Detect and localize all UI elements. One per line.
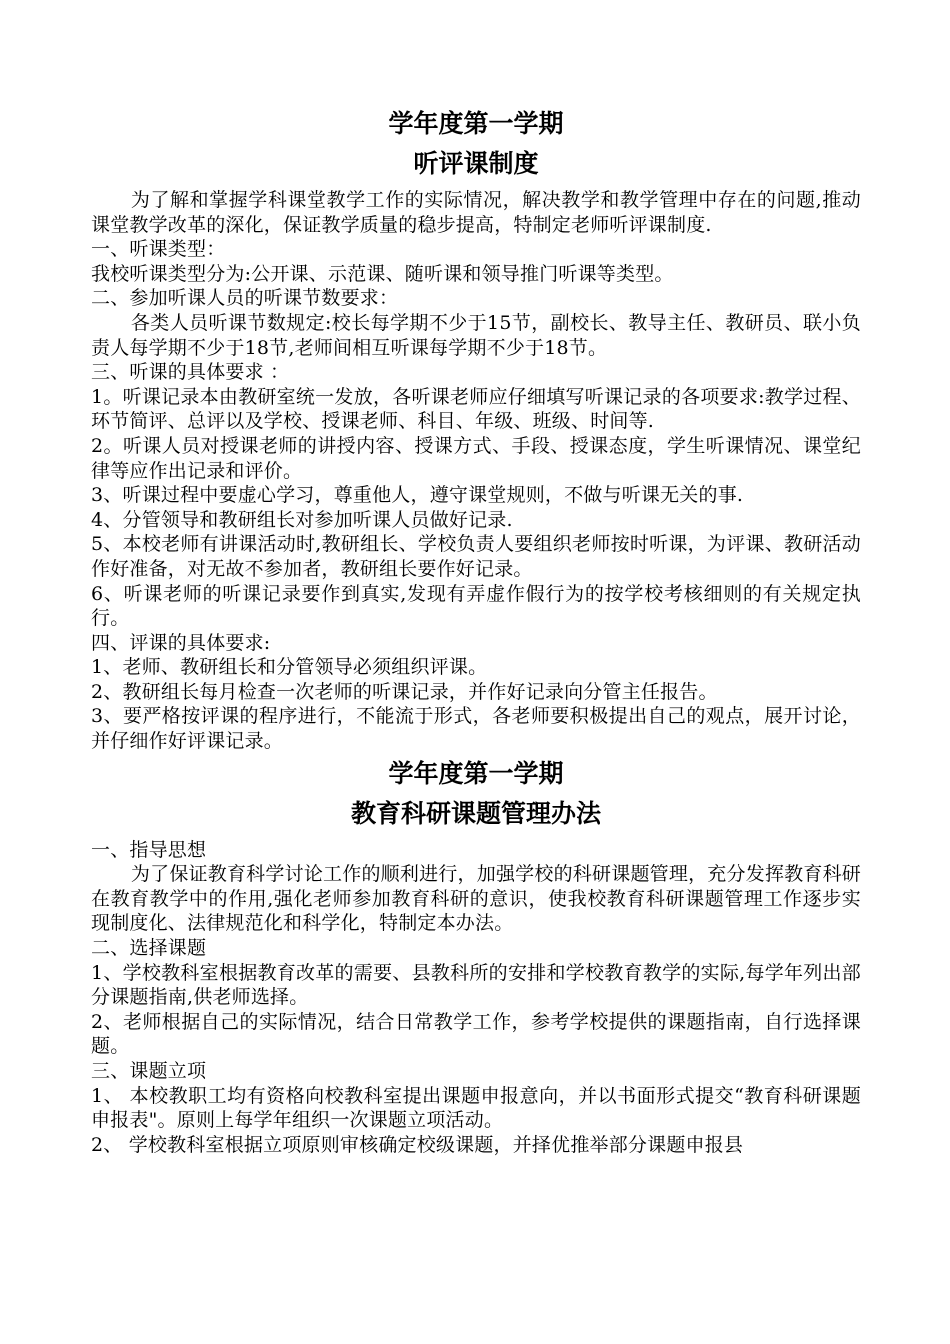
doc1-title: 听评课制度	[413, 149, 539, 178]
doc1-list-item: 3、要严格按评课的程序进行，不能流于形式，各老师要积极提出自己的观点，展开讨论，并仔细作好评课记录。	[91, 705, 861, 753]
doc1-list-item: 1、老师、教研组长和分管领导必须组织评课。	[91, 656, 488, 679]
doc1-list-item: 2、教研组长每月检查一次老师的听课记录，并作好记录向分管主任报告。	[91, 680, 718, 703]
document-content	[91, 104, 861, 1157]
doc2-list-item: 1、 本校教职工均有资格向校教科室提出课题申报意向，并以书面形式提交“教育科研课题申报表"。原则上每学年组织一次课题立项活动。	[91, 1084, 861, 1132]
doc1-list-item: 3、听课过程中要虚心学习，尊重他人，遵守课堂规则，不做与听课无关的事.	[91, 484, 744, 507]
doc1-list-item: 4、分管领导和教研组长对参加听课人员做好记录.	[91, 508, 513, 531]
doc2-title: 教育科研课题管理办法	[350, 798, 601, 828]
doc1-paragraph: 为了解和掌握学科课堂教学工作的实际情况，解决教学和教学管理中存在的问题,推动课堂教学改革的深化，保证教学质量的稳步提高，特制定老师听评课制度.	[91, 189, 861, 236]
doc1-section-heading: 三、听课的具体要求 ：	[91, 361, 290, 384]
doc2-list-item: 1、学校教科室根据教育改革的需要、县教科所的安排和学校教育教学的实际,每学年列出部分课题指南,供老师选择。	[91, 961, 861, 1009]
doc2-heading: 学年度第一学期	[388, 758, 564, 788]
doc2-section-heading: 二、选择课题	[91, 937, 207, 960]
doc1-paragraph: 各类人员听课节数规定:校长每学期不少于15节，副校长、教导主任、教研员、联小负责人每学期不少于18节,老师间相互听课每学期不少于18节。	[91, 311, 861, 359]
doc1-paragraph: 我校听课类型分为:公开课、示范课、随听课和领导推门听课等类型。	[91, 262, 674, 285]
doc2-list-item: 2、 学校教科室根据立项原则审核确定校级课题，并择优推举部分课题申报县	[91, 1133, 744, 1156]
doc1-section-heading: 四、评课的具体要求:	[91, 631, 271, 654]
doc2-section-heading: 一、指导思想	[91, 838, 207, 861]
doc1-list-item: 6、听课老师的听课记录要作到真实,发现有弄虚作假行为的按学校考核细则的有关规定执行。	[91, 582, 861, 630]
doc1-list-item: 1。听课记录本由教研室统一发放，各听课老师应仔细填写听课记录的各项要求:教学过程、环节简评、总评以及学校、授课老师、科目、年级、班级、时间等.	[91, 385, 861, 433]
doc1-section-heading: 二、参加听课人员的听课节数要求：	[91, 287, 399, 310]
doc2-body	[91, 838, 861, 1158]
doc1-list-item: 2。听课人员对授课老师的讲授内容、授课方式、手段、授课态度，学生听课情况、课堂纪律等应作出记录和评价。	[91, 434, 861, 482]
doc2-list-item: 2、老师根据自己的实际情况，结合日常教学工作，参考学校提供的课题指南，自行选择课题。	[91, 1010, 861, 1058]
doc1-heading: 学年度第一学期	[388, 109, 564, 138]
doc1-body	[91, 188, 861, 754]
doc2-paragraph: 为了保证教育科学讨论工作的顺利进行，加强学校的科研课题管理，充分发挥教育科研在教育教学中的作用,强化老师参加教育科研的意识，使我校教育科研课题管理工作逐步实现制度化、法律规范化和科学化，特制定本办法。	[91, 863, 861, 935]
doc1-section-heading: 一、听课类型：	[91, 238, 226, 261]
doc2-section-heading: 三、课题立项	[91, 1060, 207, 1082]
doc1-list-item: 5、本校老师有讲课活动时,教研组长、学校负责人要组织老师按时听课，为评课、教研活动作好准备，对无故不参加者，教研组长要作好记录。	[91, 533, 861, 580]
